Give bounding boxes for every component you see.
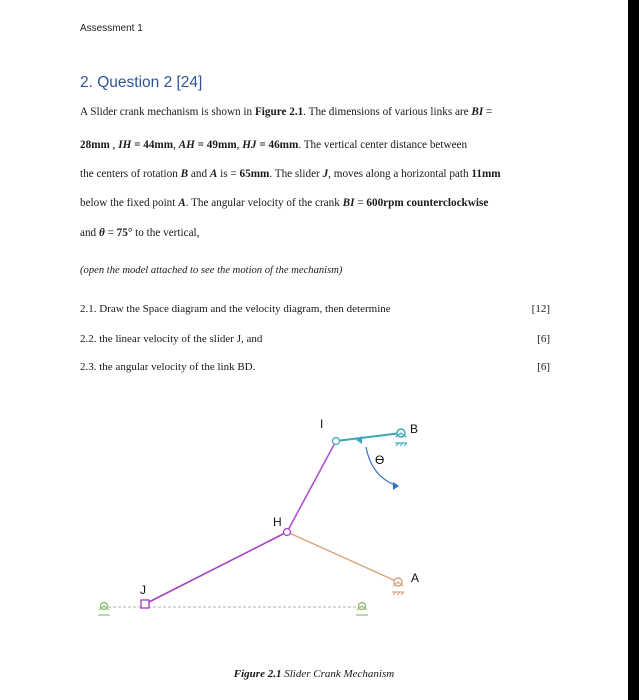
subquestion-2-2: 2.2. the linear velocity of the slider J, and [6] — [80, 333, 550, 345]
ground-symbol-right — [356, 603, 368, 616]
figure-caption: Figure 2.1 Slider Crank Mechanism — [233, 668, 395, 680]
marks-2-3: [6] — [537, 361, 550, 373]
problem-line-3: the centers of rotation B and A is = 65mm. The slider J, moves along a horizontal path 11mm — [80, 168, 501, 180]
joint-i — [333, 438, 340, 445]
subquestion-2-3: 2.3. the angular velocity of the link BD. [6] — [80, 361, 550, 373]
label-theta: ϴ — [375, 453, 385, 467]
link-ha — [287, 532, 398, 582]
label-a: A — [411, 571, 420, 585]
problem-line-2: 28mm , IH = 44mm, AH = 49mm, HJ = 46mm. The vertical center distance between — [80, 139, 468, 151]
link-bi-crank — [336, 433, 401, 441]
question-title: 2. Question 2 [24] — [80, 74, 203, 91]
model-note: (open the model attached to see the motion of the mechanism) — [80, 265, 343, 276]
ground-symbol-left — [98, 603, 110, 616]
joint-h — [284, 529, 291, 536]
marks-2-1: [12] — [531, 303, 550, 315]
label-b: B — [410, 422, 419, 436]
link-ih — [287, 441, 336, 532]
label-j: J — [140, 583, 146, 597]
label-i: I — [320, 417, 324, 431]
label-h: H — [273, 515, 282, 529]
marks-2-2: [6] — [537, 333, 550, 345]
subquestion-2-1: 2.1. Draw the Space diagram and the velocity diagram, then determine [12] — [80, 303, 550, 315]
problem-line-1: A Slider crank mechanism is shown in Figure 2.1. The dimensions of various links are BI = — [80, 106, 493, 118]
ground-pivot-b — [395, 429, 407, 446]
problem-line-5: and θ = 75° to the vertical, — [80, 227, 200, 239]
ground-pivot-a — [392, 578, 404, 595]
document-header: Assessment 1 — [80, 23, 143, 34]
slider-j — [141, 600, 149, 608]
theta-arrowhead — [393, 482, 399, 490]
problem-line-4: below the fixed point A. The angular velocity of the crank BI = 600rpm counterclockwise — [80, 197, 489, 209]
link-hj — [145, 532, 287, 604]
